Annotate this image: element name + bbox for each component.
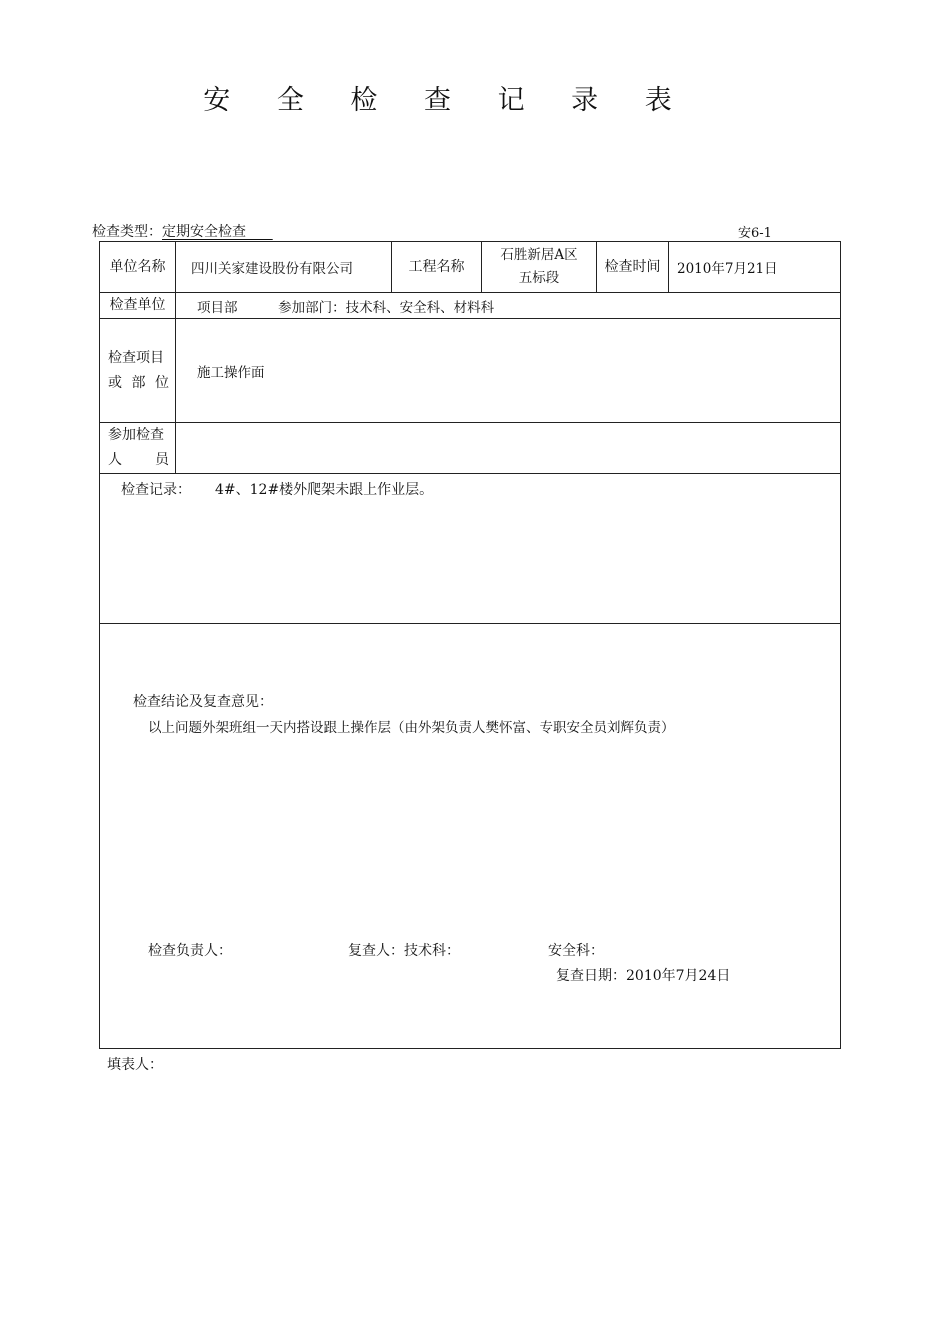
reviewer-label: 复查人：技术科： bbox=[348, 943, 460, 959]
record-text: 4#、12#楼外爬架未跟上作业层。 bbox=[215, 482, 434, 498]
conclusion-text: 以上问题外架班组一天内搭设跟上操作层（由外架负责人樊怀富、专职安全员刘辉负责） bbox=[148, 720, 675, 736]
dept-value: 技术科、安全科、材料科 bbox=[345, 299, 495, 316]
project-name-label: 工程名称 bbox=[392, 242, 482, 293]
record-label: 检查记录： bbox=[121, 482, 191, 498]
inspection-time-value: 2010年7月21日 bbox=[669, 242, 841, 293]
row-inspect-unit bbox=[100, 293, 841, 319]
unit-name-value: 四川关家建设股份有限公司 bbox=[176, 242, 392, 293]
project-name-value bbox=[482, 242, 597, 293]
participants-label-yuan: 员 bbox=[155, 452, 169, 468]
row-inspect-item bbox=[100, 319, 841, 423]
row-participants bbox=[100, 423, 841, 474]
row-record bbox=[100, 474, 841, 624]
inspection-type-value: 定期安全检查 bbox=[162, 224, 246, 240]
inspect-item-value: 施工操作面 bbox=[176, 319, 841, 423]
inspect-unit-value: 项目部 bbox=[197, 299, 238, 316]
review-date bbox=[556, 965, 730, 985]
project-name-line2: 五标段 bbox=[518, 270, 560, 286]
inspect-item-label-wei: 位 bbox=[155, 374, 169, 391]
project-name-line1: 石胜新居A区 bbox=[500, 247, 578, 263]
inspection-form-table bbox=[99, 241, 841, 1049]
inspect-unit-cell bbox=[176, 293, 841, 319]
unit-name-label: 单位名称 bbox=[100, 242, 176, 293]
filler-label: 填表人： bbox=[107, 1057, 163, 1073]
inspector-label: 检查负责人： bbox=[148, 943, 232, 959]
participants-label-line1: 参加检查 bbox=[108, 427, 164, 443]
inspection-type-label: 检查类型： bbox=[92, 224, 162, 240]
inspection-time-label: 检查时间 bbox=[597, 242, 669, 293]
row-unit bbox=[100, 242, 841, 293]
inspect-item-label-or: 或 bbox=[108, 374, 122, 391]
review-date-value: 2010年7月24日 bbox=[626, 968, 731, 984]
inspect-item-label-line1: 检查项目 bbox=[108, 349, 164, 366]
inspect-item-label bbox=[100, 319, 176, 423]
review-date-label: 复查日期： bbox=[556, 968, 626, 984]
dept-label: 参加部门： bbox=[278, 299, 346, 316]
participants-value bbox=[176, 423, 841, 474]
safety-dept-label: 安全科： bbox=[548, 943, 604, 959]
form-code: 安6-1 bbox=[738, 226, 772, 241]
record-cell bbox=[100, 474, 841, 624]
page-title: 安 全 检 查 记 录 表 bbox=[203, 85, 691, 116]
conclusion-cell bbox=[100, 624, 841, 1049]
inspect-item-label-bu: 部 bbox=[131, 374, 146, 391]
participants-label-ren: 人 bbox=[108, 452, 122, 468]
inspection-type bbox=[92, 221, 273, 241]
conclusion-label: 检查结论及复查意见： bbox=[133, 694, 273, 710]
inspect-unit-label: 检查单位 bbox=[100, 293, 176, 319]
row-conclusion bbox=[100, 624, 841, 1049]
participants-label bbox=[100, 423, 176, 474]
